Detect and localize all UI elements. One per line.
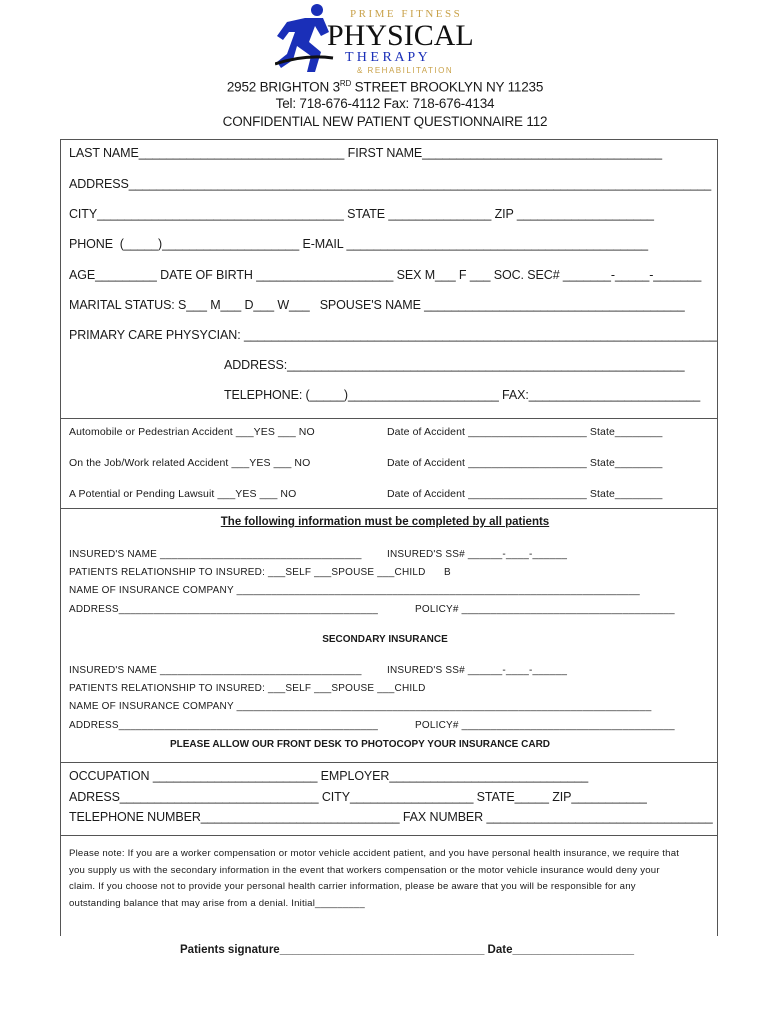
physician-address-field[interactable]: ADDRESS:__________________________________________________________ (224, 358, 685, 372)
secondary-relationship[interactable]: PATIENTS RELATIONSHIP TO INSURED: ___SELF ___SPOUSE ___CHILD (69, 683, 426, 694)
secondary-insurance-address[interactable]: ADDRESS_____________________________________________ (69, 720, 379, 731)
note-initial-line[interactable]: outstanding balance that may arise from a denial. Initial_________ (69, 897, 365, 909)
clinic-address: 2952 BRIGHTON 3RD STREET BROOKLYN NY 11235 (226, 79, 544, 95)
accident-work-date[interactable]: Date of Accident ____________________ State________ (387, 457, 663, 469)
name-field[interactable]: LAST NAME______________________________ FIRST NAME___________________________________ (69, 146, 662, 160)
secondary-insurance-heading: SECONDARY INSURANCE (322, 634, 448, 645)
logo-line-3: T H E R A P Y (345, 50, 428, 65)
stray-mark: B (444, 567, 451, 578)
marital-status-field[interactable]: MARITAL STATUS: S___ M___ D___ W___ SPOUSE'S NAME ______________________________________ (69, 298, 685, 312)
age-dob-sex-ssn-field[interactable]: AGE_________ DATE OF BIRTH ____________________ SEX M___ F ___ SOC. SEC# _______-_____-_______ (69, 268, 702, 282)
secondary-insurance-company[interactable]: NAME OF INSURANCE COMPANY ________________________________________________________________________ (69, 701, 652, 712)
employer-phone-fax-field[interactable]: TELEPHONE NUMBER_____________________________ FAX NUMBER _________________________________ (69, 810, 713, 824)
primary-insurance-company[interactable]: NAME OF INSURANCE COMPANY ______________________________________________________________________ (69, 585, 640, 596)
note-line: Please note: If you are a worker compensation or motor vehicle accident patient, and you have personal health insurance, we require that (69, 848, 680, 859)
logo-line-4: & REHABILITATION (357, 66, 454, 75)
logo-line-1: PRIME FITNESS (350, 8, 463, 20)
divider (60, 139, 717, 140)
primary-physician-field[interactable]: PRIMARY CARE PHYSYCIAN: _____________________________________________________________________ (69, 328, 717, 342)
employer-address-field[interactable]: ADRESS_____________________________ CITY__________________ STATE_____ ZIP___________ (69, 790, 647, 804)
primary-insured-ss[interactable]: INSURED'S SS# ______-____-______ (387, 549, 568, 560)
clinic-logo (275, 2, 495, 76)
primary-insured-name[interactable]: INSURED'S NAME ___________________________________ (69, 549, 362, 560)
note-line: you supply us with the secondary information in the event that workers compensation or the motor vehicle insurance would deny your (69, 864, 660, 876)
logo-line-2: PHYSICAL (327, 19, 474, 52)
secondary-insured-ss[interactable]: INSURED'S SS# ______-____-______ (387, 665, 568, 676)
primary-insurance-address[interactable]: ADDRESS_____________________________________________ (69, 604, 379, 615)
city-state-zip-field[interactable]: CITY____________________________________ STATE _______________ ZIP ____________________ (69, 207, 654, 221)
accident-automobile[interactable]: Automobile or Pedestrian Accident ___YES ___ NO (69, 426, 315, 438)
secondary-policy-number[interactable]: POLICY# _____________________________________ (415, 720, 675, 731)
accident-work[interactable]: On the Job/Work related Accident ___YES ___ NO (69, 457, 311, 469)
phone-email-field[interactable]: PHONE (_____)____________________ E-MAIL ____________________________________________ (69, 237, 648, 251)
form-title: CONFIDENTIAL NEW PATIENT QUESTIONNAIRE 112 (222, 114, 548, 129)
divider (60, 418, 717, 419)
accident-lawsuit[interactable]: A Potential or Pending Lawsuit ___YES ___ NO (69, 488, 297, 500)
address-field[interactable]: ADDRESS_____________________________________________________________________________________ (69, 177, 712, 191)
runner-logo-graphic (275, 2, 495, 76)
occupation-employer-field[interactable]: OCCUPATION ________________________ EMPLOYER_____________________________ (69, 769, 589, 783)
primary-relationship[interactable]: PATIENTS RELATIONSHIP TO INSURED: ___SELF ___SPOUSE ___CHILD (69, 567, 426, 578)
secondary-insured-name[interactable]: INSURED'S NAME ___________________________________ (69, 665, 362, 676)
signature-date-field[interactable]: Patients signature________________________________ Date___________________ (180, 944, 634, 956)
physician-phone-fax-field[interactable]: TELEPHONE: (_____)______________________ FAX:_________________________ (224, 388, 701, 402)
clinic-phones: Tel: 718-676-4112 Fax: 718-676-4134 (275, 96, 495, 111)
compensation-note (69, 846, 715, 912)
divider (60, 835, 717, 836)
note-line: claim. If you choose not to provide your personal health carrier information, please be aware that you will be responsible for any (69, 881, 636, 892)
insurance-heading: The following information must be completed by all patients (220, 516, 550, 528)
photocopy-notice: PLEASE ALLOW OUR FRONT DESK TO PHOTOCOPY YOUR INSURANCE CARD (169, 739, 551, 750)
divider (60, 508, 717, 509)
primary-policy-number[interactable]: POLICY# _____________________________________ (415, 604, 675, 615)
divider (60, 762, 717, 763)
accident-automobile-date[interactable]: Date of Accident ____________________ State________ (387, 426, 663, 438)
accident-lawsuit-date[interactable]: Date of Accident ____________________ State________ (387, 488, 663, 500)
